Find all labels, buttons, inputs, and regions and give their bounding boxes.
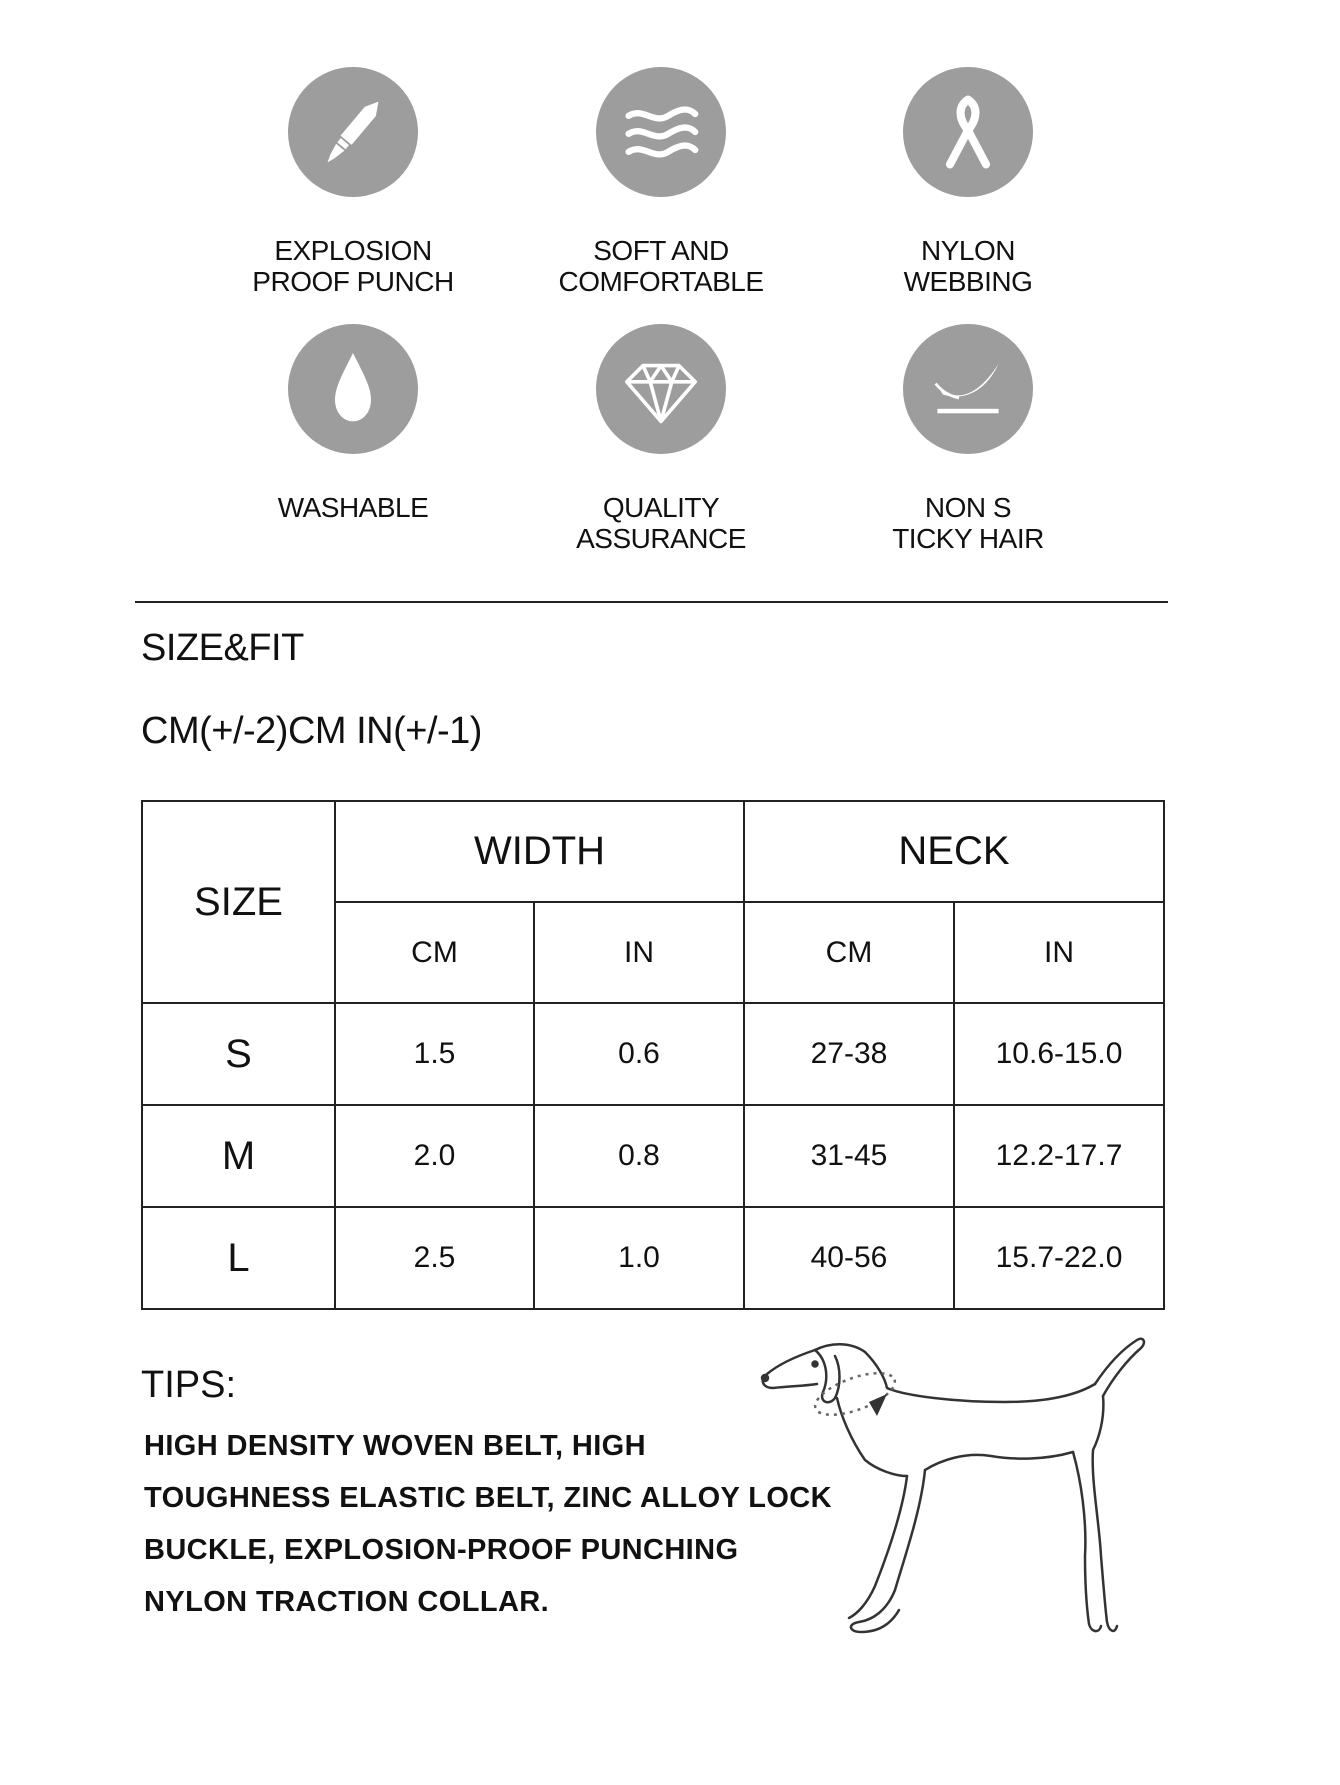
unit-header: CM — [744, 902, 954, 1003]
water-drop-icon — [308, 344, 398, 434]
neck-cm-cell: 40-56 — [744, 1207, 954, 1309]
neck-in-cell: 15.7-22.0 — [954, 1207, 1164, 1309]
table-row — [142, 1003, 1164, 1105]
size-header: SIZE — [142, 801, 335, 1003]
feature-label: NYLON WEBBING — [903, 235, 1033, 297]
size-cell: S — [142, 1003, 335, 1105]
tolerance-note: CM(+/-2)CM IN(+/-1) — [141, 710, 482, 752]
feature-explosion-proof — [223, 67, 483, 297]
dog-illustration — [755, 1320, 1175, 1650]
width-in-cell: 0.6 — [534, 1003, 744, 1105]
pen-icon — [308, 87, 398, 177]
unit-header: CM — [335, 902, 534, 1003]
neck-in-cell: 12.2-17.7 — [954, 1105, 1164, 1207]
neck-cm-cell: 31-45 — [744, 1105, 954, 1207]
feature-label: QUALITY ASSURANCE — [576, 492, 746, 554]
feature-non-sticky-hair — [838, 324, 1098, 554]
neck-header: NECK — [744, 801, 1164, 902]
size-cell: M — [142, 1105, 335, 1207]
feature-washable — [223, 324, 483, 523]
feature-quality-assurance — [531, 324, 791, 554]
width-header: WIDTH — [335, 801, 744, 902]
diamond-icon — [616, 344, 706, 434]
size-fit-title: SIZE&FIT — [141, 627, 304, 669]
feature-circle — [903, 67, 1033, 197]
ribbon-icon — [923, 87, 1013, 177]
table-row — [142, 1207, 1164, 1309]
neck-cm-cell: 27-38 — [744, 1003, 954, 1105]
unit-header: IN — [534, 902, 744, 1003]
tips-title: TIPS: — [141, 1364, 237, 1406]
feature-circle — [596, 67, 726, 197]
tips-line: BUCKLE, EXPLOSION-PROOF PUNCHING — [144, 1534, 739, 1566]
feather-icon — [923, 344, 1013, 434]
feature-circle — [596, 324, 726, 454]
feature-label: WASHABLE — [277, 492, 429, 523]
tips-line: HIGH DENSITY WOVEN BELT, HIGH — [144, 1430, 646, 1462]
section-divider — [135, 601, 1168, 603]
width-cm-cell: 2.0 — [335, 1105, 534, 1207]
table-header-row — [142, 801, 1164, 902]
size-cell: L — [142, 1207, 335, 1309]
size-table — [141, 800, 1165, 1310]
feature-circle — [288, 324, 418, 454]
width-in-cell: 1.0 — [534, 1207, 744, 1309]
waves-icon — [616, 87, 706, 177]
feature-soft-comfortable — [531, 67, 791, 297]
width-in-cell: 0.8 — [534, 1105, 744, 1207]
feature-label: NON S TICKY HAIR — [892, 492, 1044, 554]
feature-nylon-webbing — [838, 67, 1098, 297]
tips-line: NYLON TRACTION COLLAR. — [144, 1586, 550, 1618]
unit-header: IN — [954, 902, 1164, 1003]
neck-in-cell: 10.6-15.0 — [954, 1003, 1164, 1105]
feature-label: SOFT AND COMFORTABLE — [558, 235, 764, 297]
width-cm-cell: 1.5 — [335, 1003, 534, 1105]
feature-circle — [288, 67, 418, 197]
width-cm-cell: 2.5 — [335, 1207, 534, 1309]
tips-line: TOUGHNESS ELASTIC BELT, ZINC ALLOY LOCK — [144, 1482, 832, 1514]
tips-body — [144, 1420, 832, 1628]
feature-label: EXPLOSION PROOF PUNCH — [252, 235, 454, 297]
feature-circle — [903, 324, 1033, 454]
table-row — [142, 1105, 1164, 1207]
